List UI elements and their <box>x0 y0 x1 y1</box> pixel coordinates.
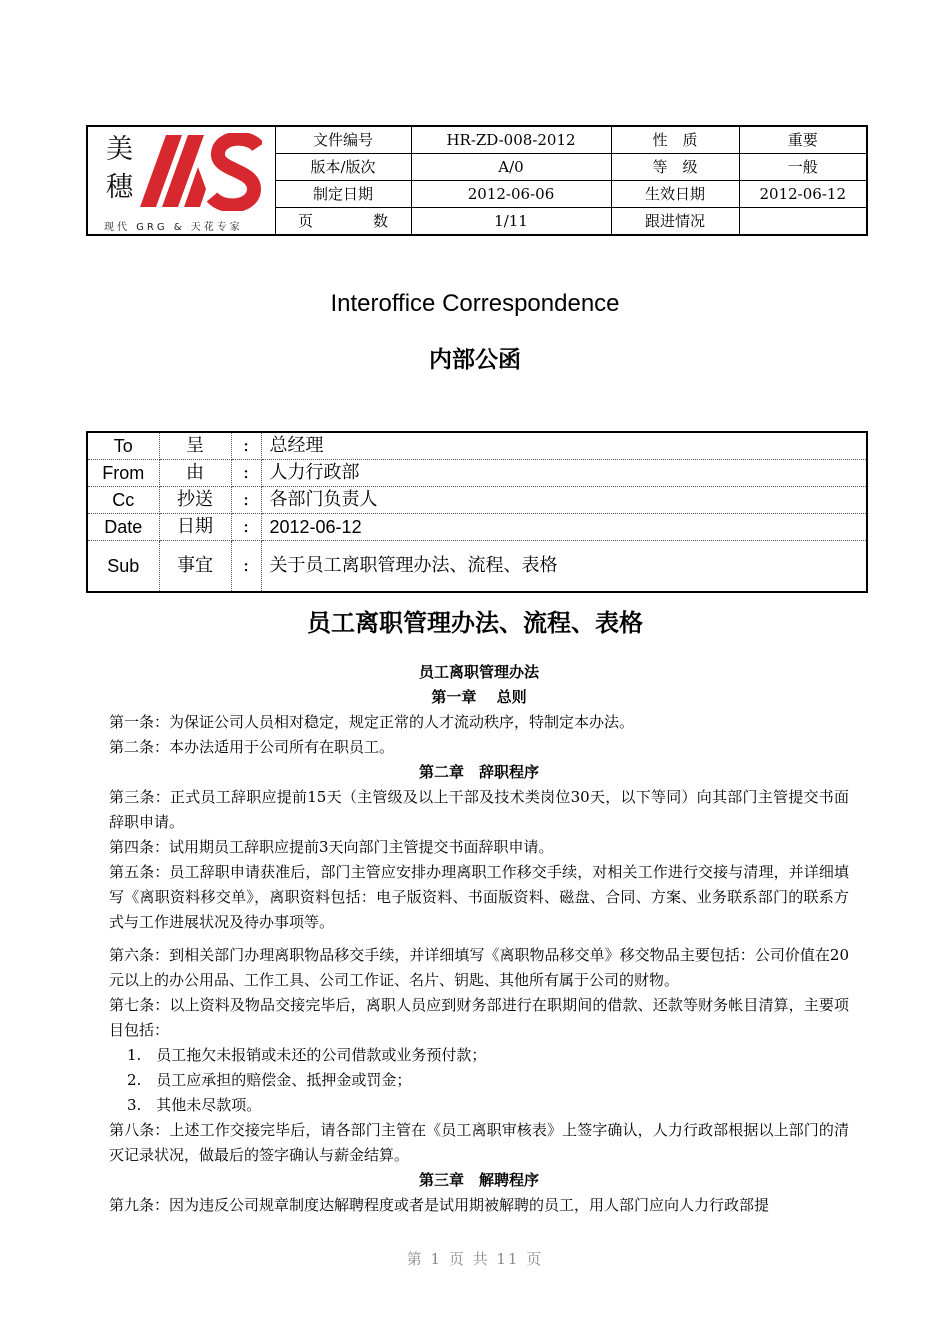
memo-label-en: Sub <box>87 541 159 593</box>
value-followup <box>739 208 867 236</box>
label-created-date: 制定日期 <box>275 181 411 208</box>
memo-value-date: 2012-06-12 <box>261 514 867 541</box>
memo-value-from: 人力行政部 <box>261 460 867 487</box>
list-item: 2. 员工应承担的赔偿金、抵押金或罚金； <box>127 1071 412 1089</box>
memo-colon: : <box>231 460 261 487</box>
label-effective-date: 生效日期 <box>611 181 739 208</box>
memo-label-cn: 抄送 <box>159 487 231 514</box>
company-logo <box>87 126 275 235</box>
label-doc-number: 文件编号 <box>275 126 411 154</box>
value-nature: 重要 <box>739 126 867 154</box>
memo-colon: : <box>231 514 261 541</box>
memo-label-en: From <box>87 460 159 487</box>
value-level: 一般 <box>739 154 867 181</box>
list-item: 3. 其他未尽款项。 <box>127 1096 262 1114</box>
logo-char-1: 美 <box>106 133 133 165</box>
logo-subtitle: 现代 GRG & 天花专家 <box>104 221 243 233</box>
list-item: 1. 员工拖欠未报销或未还的公司借款或业务预付款； <box>127 1046 487 1064</box>
article-6: 第六条：到相关部门办理离职物品移交手续，并详细填写《离职物品移交单》移交物品主要包括：公司价值在20元以上的办公用品、工作工具、公司工作证、名片、钥匙、其他所有属于公司的财物。 <box>109 946 849 989</box>
memo-value-to: 总经理 <box>261 432 867 460</box>
chapter-heading-1: 第一章 总则 <box>431 688 527 706</box>
memo-routing-table <box>86 431 868 593</box>
section-heading: 员工离职管理办法 <box>418 663 539 681</box>
article-1: 第一条：为保证公司人员相对稳定，规定正常的人才流动秩序，特制定本办法。 <box>109 713 635 731</box>
value-created-date: 2012-06-06 <box>411 181 611 208</box>
memo-row-cc <box>87 487 867 514</box>
memo-row-subject <box>87 541 867 593</box>
article-2: 第二条：本办法适用于公司所有在职员工。 <box>109 738 395 756</box>
chapter-heading-3: 第三章 解聘程序 <box>418 1171 539 1189</box>
memo-colon: : <box>231 487 261 514</box>
memo-label-cn: 由 <box>159 460 231 487</box>
memo-label-cn: 日期 <box>159 514 231 541</box>
memo-colon: : <box>231 541 261 593</box>
label-followup: 跟进情况 <box>611 208 739 236</box>
memo-label-en: Date <box>87 514 159 541</box>
memo-label-cn: 呈 <box>159 432 231 460</box>
memo-row-date <box>87 514 867 541</box>
ms-logo-icon <box>138 133 262 211</box>
logo-char-2: 穗 <box>106 171 133 203</box>
memo-label-en: To <box>87 432 159 460</box>
document-header-table <box>86 125 868 236</box>
label-level: 等 级 <box>611 154 739 181</box>
memo-label-en: Cc <box>87 487 159 514</box>
document-body <box>109 660 849 1218</box>
article-7: 第七条：以上资料及物品交接完毕后，离职人员应到财务部进行在职期间的借款、还款等财务帐目清算，主要项目包括： <box>109 996 849 1039</box>
value-effective-date: 2012-06-12 <box>739 181 867 208</box>
chapter-heading-2: 第二章 辞职程序 <box>418 763 539 781</box>
article-4: 第四条：试用期员工辞职应提前3天向部门主管提交书面辞职申请。 <box>109 838 554 856</box>
memo-row-to <box>87 432 867 460</box>
value-doc-number: HR-ZD-008-2012 <box>411 126 611 154</box>
article-5: 第五条：员工辞职申请获准后，部门主管应安排办理离职工作移交手续，对相关工作进行交接与清理，并详细填写《离职资料移交单》，离职资料包括：电子版资料、书面版资料、磁盘、合同、方案、业务联系部门的联系方式与工作进展状况及待办事项等。 <box>109 863 849 931</box>
document-title: 员工离职管理办法、流程、表格 <box>307 609 643 637</box>
label-pages: 页 数 <box>275 208 411 236</box>
memo-label-cn: 事宜 <box>159 541 231 593</box>
memo-value-subject: 关于员工离职管理办法、流程、表格 <box>269 555 558 576</box>
article-9: 第九条：因为违反公司规章制度达解聘程度或者是试用期被解聘的员工，用人部门应向人力行政部提 <box>109 1196 770 1214</box>
title-english: Interoffice Correspondence <box>330 290 620 317</box>
title-chinese: 内部公函 <box>429 347 521 373</box>
label-version: 版本/版次 <box>275 154 411 181</box>
article-8: 第八条：上述工作交接完毕后，请各部门主管在《员工离职审核表》上签字确认，人力行政部根据以上部门的清灭记录状况，做最后的签字确认与薪金结算。 <box>109 1121 849 1164</box>
page-footer: 第 1 页 共 11 页 <box>406 1250 544 1268</box>
article-3: 第三条：正式员工辞职应提前15天（主管级及以上干部及技术类岗位30天，以下等同）向其部门主管提交书面辞职申请。 <box>109 788 849 831</box>
label-nature: 性 质 <box>611 126 739 154</box>
value-pages: 1/11 <box>411 208 611 236</box>
memo-value-cc: 各部门负责人 <box>261 487 867 514</box>
memo-colon: : <box>231 432 261 460</box>
memo-row-from <box>87 460 867 487</box>
value-version: A/0 <box>411 154 611 181</box>
